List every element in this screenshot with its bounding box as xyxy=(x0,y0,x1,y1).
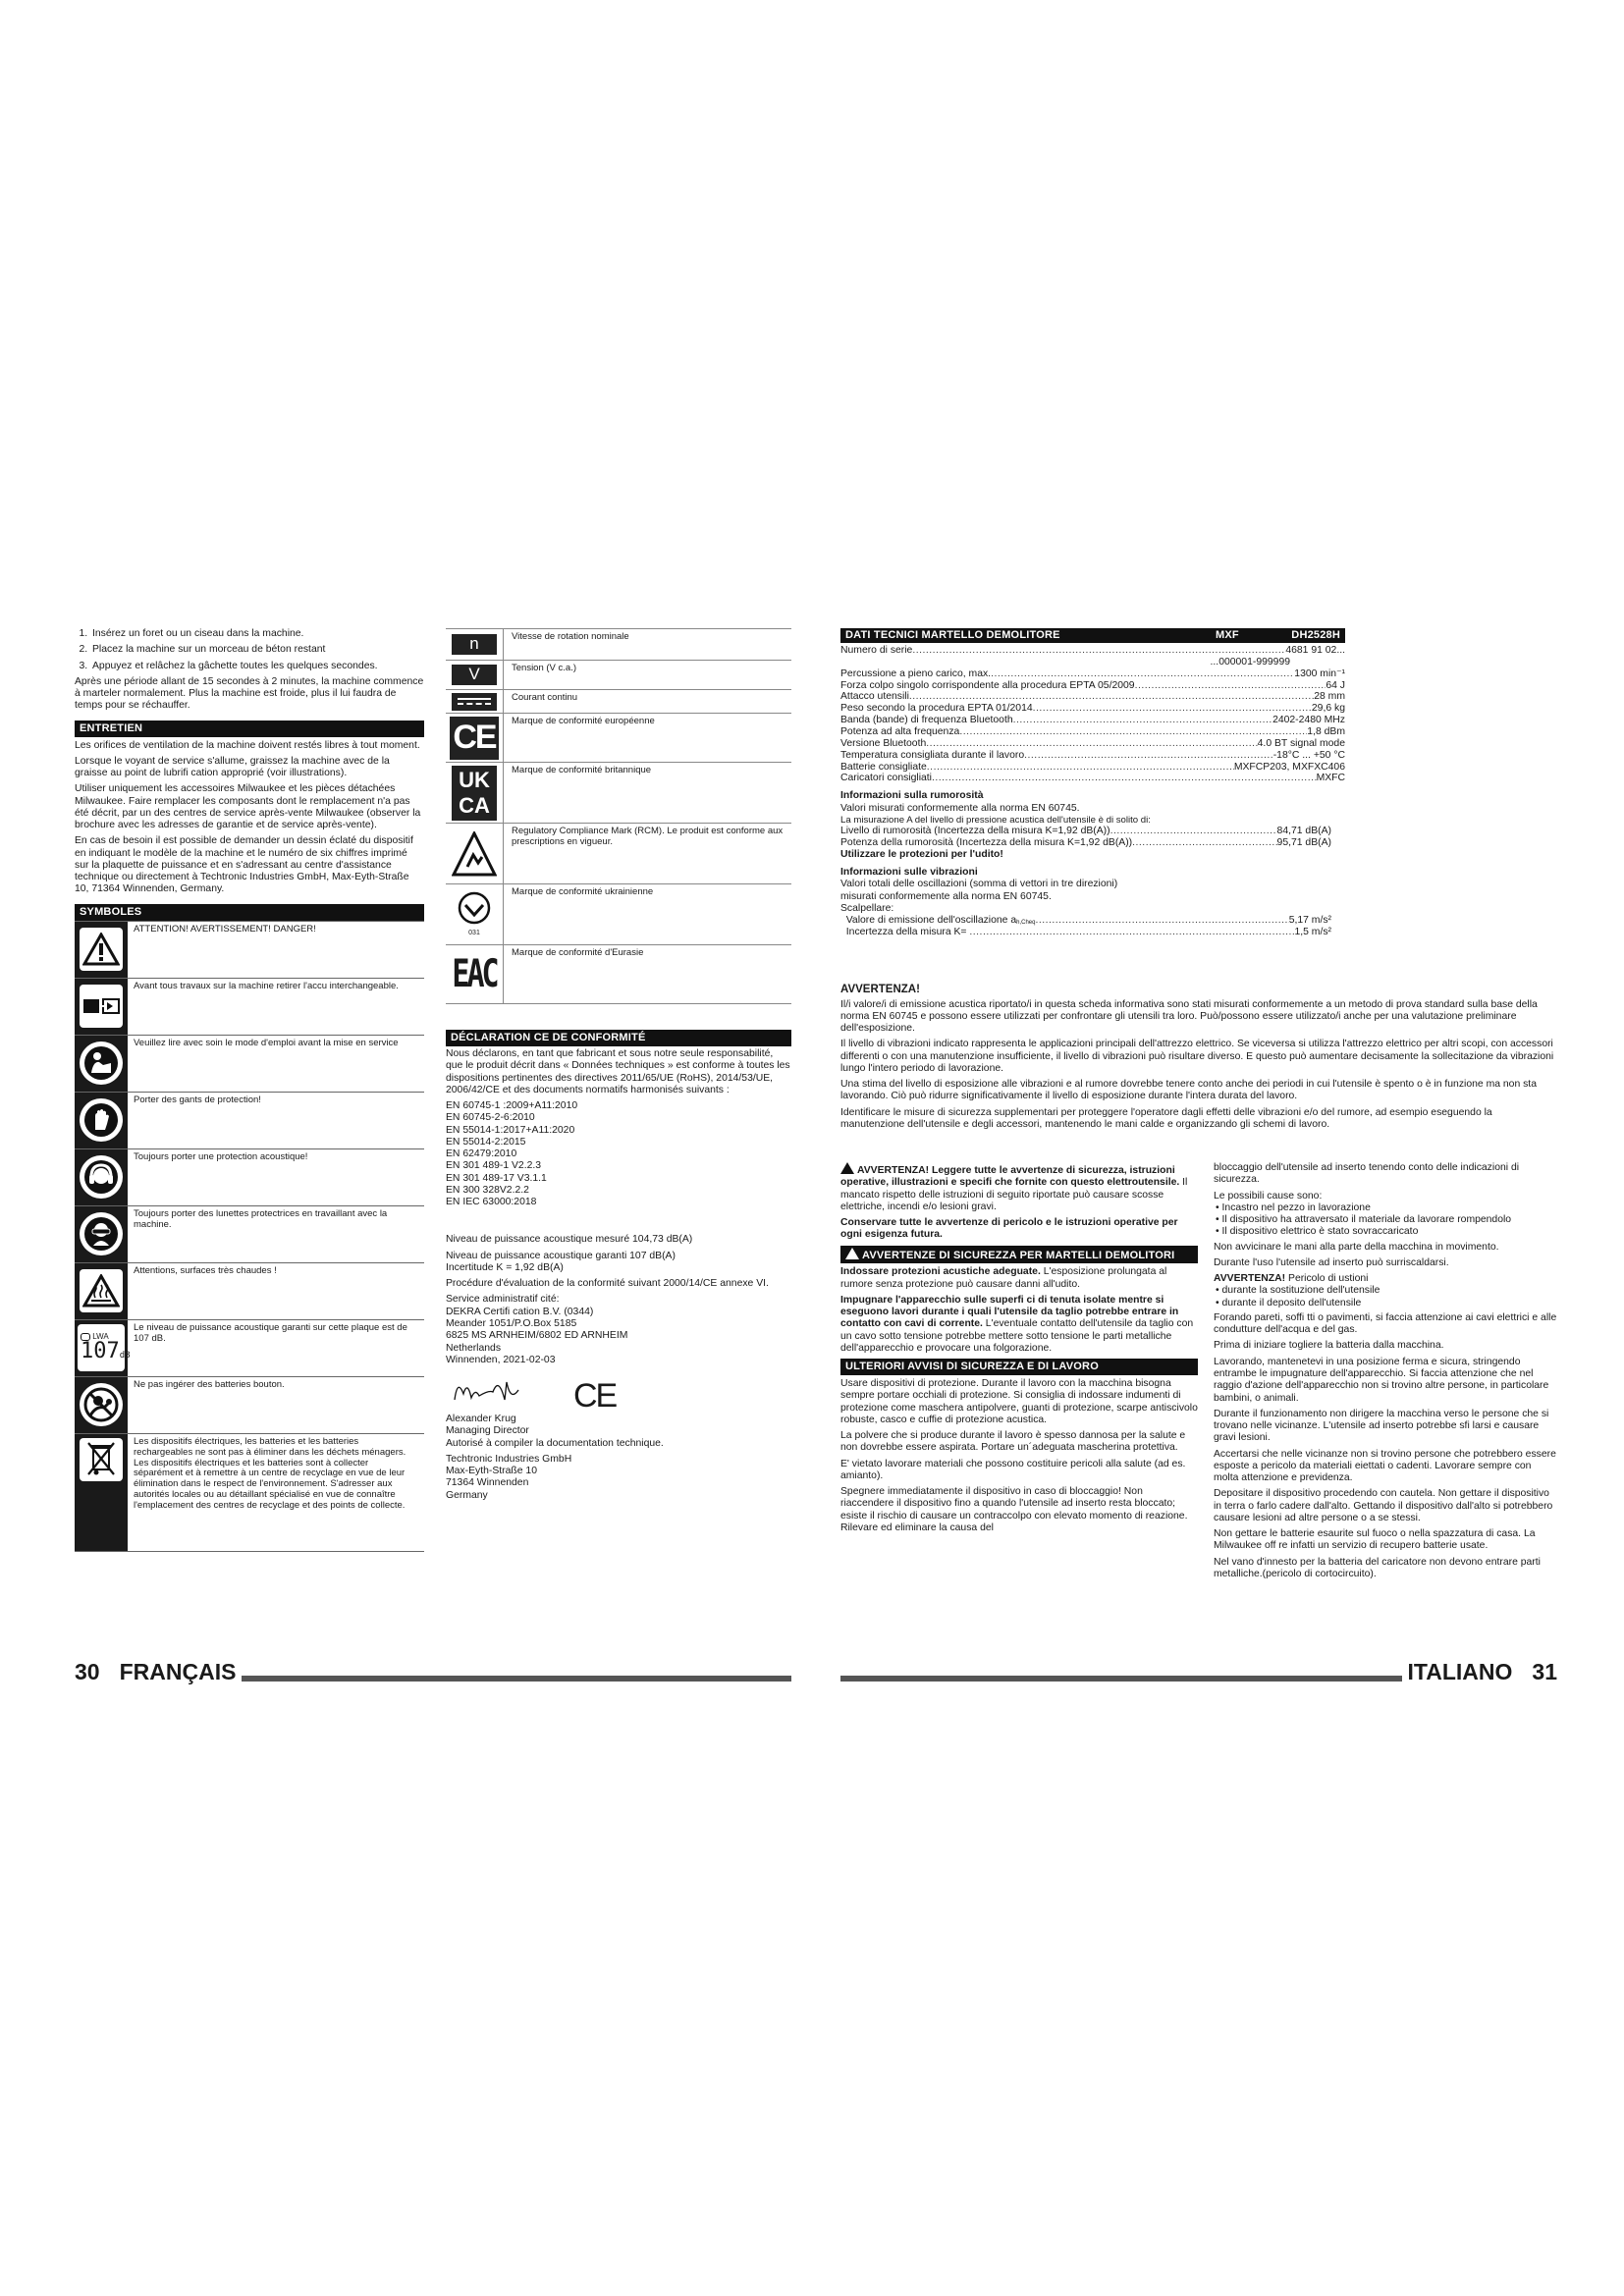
col4-para: Non avvicinare le mani alla parte della macchina in movimento. xyxy=(1214,1241,1499,1253)
language-label-left: FRANÇAIS xyxy=(119,1658,237,1684)
db-unit: dB xyxy=(119,1351,131,1362)
standard-item: EN 301 489-1 V2.2.3 xyxy=(446,1160,542,1172)
company-line: 71364 Winnenden xyxy=(446,1477,529,1489)
ulteriori-para: E' vietato lavorare materiali che possono costituire pericoli alla salute (ad es. amianto). xyxy=(840,1458,1186,1481)
spec-list xyxy=(840,645,1345,784)
left-column-1 xyxy=(75,628,424,1552)
crossed-bin-icon xyxy=(75,1434,128,1551)
symbol-row xyxy=(75,1320,424,1377)
spec-row: Attacco utensili ..... 28 mm xyxy=(840,691,1345,703)
symbols-table xyxy=(75,921,424,1552)
vibration-line: Scalpellare: xyxy=(840,902,894,914)
mark-row xyxy=(446,824,791,884)
footer-rule-right xyxy=(840,1676,1402,1682)
burn-list xyxy=(1216,1285,1557,1309)
spec-row: Potenza ad alta frequenza ..... 1,8 dBm xyxy=(840,726,1345,738)
no-battery-swallow-icon xyxy=(75,1377,128,1433)
col4-para: Lavorando, mantenetevi in una posizione ferma e sicura, stringendo entrambe le impugnature dell'apparecchio. Si faccia attenzione che nel raggio d'azione dell'apparecchio non si trovino altre persone, in particolare bambini, o animali. xyxy=(1214,1356,1549,1404)
page-right-italian xyxy=(840,628,1557,1698)
decl-line: 6825 MS ARNHEIM/6802 ED ARNHEIM xyxy=(446,1330,628,1342)
spec-row: Percussione a pieno carico, max. ..... 1300 min⁻¹ xyxy=(840,668,1345,680)
read-manual-icon xyxy=(75,1036,128,1092)
hot-surface-icon xyxy=(75,1263,128,1319)
decl-line: Netherlands xyxy=(446,1342,502,1354)
section-header-symboles: SYMBOLES xyxy=(75,904,424,921)
ukraine-code: 031 xyxy=(468,929,480,936)
symbol-text: Toujours porter une protection acoustique! xyxy=(134,1150,308,1162)
section-header-sicurezza: AVVERTENZE DI SICUREZZA PER MARTELLI DEMOLITORI xyxy=(840,1246,1198,1264)
tech-col-b: DH2528H xyxy=(1291,629,1340,641)
ce-logo: CE xyxy=(573,1377,617,1415)
burn-item: • durante la sostituzione dell'utensile xyxy=(1216,1285,1557,1297)
ukraine-mark-icon xyxy=(446,884,503,944)
symbol-text: Veuillez lire avec soin le mode d'emploi avant la mise en service xyxy=(134,1037,399,1048)
col4-para: Forando pareti, soffi tti o pavimenti, si faccia attenzione ai cavi elettrici e alle condutture dell'acqua e del gas. xyxy=(1214,1311,1557,1336)
section-header-entretien: ENTRETIEN xyxy=(75,721,424,737)
symbol-row xyxy=(75,979,424,1036)
spec-row: Numero di serie ..... 4681 91 02... xyxy=(840,645,1345,657)
ear-protection-icon xyxy=(75,1149,128,1205)
avvertenza-para: Identificare le misure di sicurezza supplementari per proteggere l'operatore dagli effetti delle vibrazioni e/o del rumore, ad esempio eseguendo la manutenzione dell'utensile e degli accessori, mantenendo le mani calde e organizzando gli schemi di lavoro. xyxy=(840,1106,1492,1130)
burn-item: • durante il deposito dell'utensile xyxy=(1216,1298,1557,1309)
noise-title: Informazioni sulla rumorosità xyxy=(840,790,984,802)
mark-row xyxy=(446,884,791,945)
ulteriori-para: La polvere che si produce durante il lavoro è spesso dannosa per la salute e non dovrebbe essere aspirata. Portare un´adeguata mascherina protettiva. xyxy=(840,1430,1186,1454)
noise-warning: Utilizzare le protezioni per l'udito! xyxy=(840,848,1003,860)
section-header-ulteriori: ULTERIORI AVVISI DI SICUREZZA E DI LAVORO xyxy=(840,1359,1198,1375)
mark-text: Marque de conformité d'Eurasie xyxy=(503,945,791,1003)
col4-para: Nel vano d'innesto per la batteria del caricatore non devono entrare parti metalliche.(pericolo di cortocircuito). xyxy=(1214,1556,1541,1579)
cause-item: • Incastro nel pezzo in lavorazione xyxy=(1216,1202,1557,1214)
standard-item: EN 301 489-17 V3.1.1 xyxy=(446,1172,547,1184)
company-line: Techtronic Industries GmbH xyxy=(446,1453,572,1465)
spec-row: Banda (bande) di frequenza Bluetooth ..... 2402-2480 MHz xyxy=(840,715,1345,726)
standard-item: EN IEC 63000:2018 xyxy=(446,1197,537,1208)
footer-right xyxy=(840,1659,1557,1684)
standard-item: EN 300 328V2.2.2 xyxy=(446,1184,529,1196)
rcm-mark-icon xyxy=(446,824,503,883)
eac-mark-icon: EAC xyxy=(452,951,497,996)
spec-row: Livello di rumorosità (Incertezza della misura K=1,92 dB(A)) ..... 84,71 dB(A) xyxy=(840,826,1331,837)
mark-text: Vitesse de rotation nominale xyxy=(503,629,791,660)
spec-row: Potenza della rumorosità (Incertezza della misura K=1,92 dB(A)) ..... 95,71 dB(A) xyxy=(840,837,1331,849)
decl-line: Winnenden, 2021-02-03 xyxy=(446,1354,556,1365)
signer-name: Alexander Krug xyxy=(446,1414,516,1425)
decl-line: Service administratif cité: xyxy=(446,1294,560,1306)
entretien-para: Les orifices de ventilation de la machine doivent restés libres à tout moment. xyxy=(75,739,420,751)
right-column-1 xyxy=(840,1162,1198,1538)
section-header-declaration: DÉCLARATION CE DE CONFORMITÉ xyxy=(446,1030,791,1046)
warning-triangle-icon xyxy=(840,1162,854,1174)
steps-list xyxy=(90,628,424,672)
speed-icon: n xyxy=(446,629,503,660)
step-item: 1. Insérez un foret ou un ciseau dans la machine. xyxy=(90,628,424,640)
noise-spec-list xyxy=(840,826,1331,849)
symbol-text: Le niveau de puissance acoustique garanti sur cette plaque est de 107 dB. xyxy=(134,1321,407,1344)
sicurezza-para: Indossare protezioni acustiche adeguate. L'esposizione prolungata al rumore senza protezione può causare danni all'udito. xyxy=(840,1266,1167,1290)
mark-row xyxy=(446,629,791,661)
step-item: 3. Appuyez et relâchez la gâchette toutes les quelques secondes. xyxy=(90,661,424,672)
standard-item: EN 55014-1:2017+A11:2020 xyxy=(446,1124,575,1136)
symbol-text: Les dispositifs électriques, les batteries et les batteries rechargeables ne sont pas à éliminer dans les déchets ménagers. Les dispositifs électriques et les batteries sont à collecter séparément et à remettre à un centre de recyclage en vue de leur élimination dans le respect de l'environnement. S'adresser aux autorités locales ou au détaillant spécialisé en vue de connaître l'emplacement des centres de recyclage et des points de collecte. xyxy=(134,1435,406,1512)
signature-block xyxy=(446,1370,791,1414)
noise-line: La misurazione A del livello di pressione acustica dell'utensile è di solito di: xyxy=(840,814,1151,826)
spec-row: Caricatori consigliati ..... MXFC xyxy=(840,773,1345,784)
spec-row: Forza colpo singolo corrispondente alla procedura EPTA 05/2009 ..... 64 J xyxy=(840,680,1345,692)
company-line: Max-Eyth-Straße 10 xyxy=(446,1466,537,1477)
mark-text: Marque de conformité européenne xyxy=(503,714,791,762)
mark-row xyxy=(446,945,791,1004)
col4-para: bloccaggio dell'utensile ad inserto tenendo conto delle indicazioni di sicurezza. xyxy=(1214,1162,1520,1186)
battery-remove-icon xyxy=(75,979,128,1035)
language-label-right: ITALIANO xyxy=(1407,1658,1513,1684)
sound-power-icon xyxy=(75,1320,131,1376)
mark-row xyxy=(446,690,791,714)
mark-row xyxy=(446,714,791,763)
gloves-icon xyxy=(75,1093,128,1148)
ulteriori-para: Usare dispositivi di protezione. Durante il lavoro con la macchina bisogna sempre portare occhiali di protezione. Si consiglia di indossare indumenti di protezione come maschera antipolvere, guanti di protezione, scarpe antiscivolo robuste, casco e cuffie di protezione acustica. xyxy=(840,1378,1198,1425)
footer-rule-left xyxy=(242,1676,791,1682)
ukca-mark-icon: UKCA xyxy=(446,763,503,823)
marks-table xyxy=(446,628,791,1004)
col4-para: Prima di iniziare togliere la batteria dalla macchina. xyxy=(1214,1340,1444,1352)
symbol-row xyxy=(75,1263,424,1320)
footer-left xyxy=(75,1659,791,1684)
standard-item: EN 60745-2-6:2010 xyxy=(446,1112,535,1124)
mark-row xyxy=(446,661,791,690)
step-item: 2. Placez la machine sur un morceau de béton restant xyxy=(90,644,424,656)
ulteriori-para: Spegnere immediatamente il dispositivo in caso di bloccaggio! Non riaccendere il dispositivo fino a quando l'utensile ad inserto resta bloccato; esiste il rischio di causare un contraccolpo con elevato momento di reazione. Rilevare ed eliminare la causa del xyxy=(840,1486,1188,1533)
decl-line: Meander 1051/P.O.Box 5185 xyxy=(446,1318,577,1330)
right-column-2 xyxy=(1214,1162,1557,1584)
declaration-intro: Nous déclarons, en tant que fabricant et sous notre seule responsabilité, que le produit décrit dans « Données techniques » est conforme à toutes les dispositions pertinentes des directives 2011/65/UE (RoHS), 2014/53/UE, 2006/42/CE et des documents normatifs harmonisés suivants : xyxy=(446,1047,790,1095)
signature-image xyxy=(450,1370,558,1410)
avvertenza-para: Il livello di vibrazioni indicato rappresenta le applicazioni principali dell'attrezzo elettrico. Se viceversa si utilizza l'attrezzo elettrico per altri scopi, con accessori differenti o con una manutenzione insufficiente, il livello di vibrazioni può risultare diverso. E questo può aumentare decisamente la sollecitazione da vibrazioni lungo l'intero periodo di lavorazione. xyxy=(840,1039,1554,1074)
lwa-label: LWA xyxy=(92,1332,109,1342)
page-number-left: 30 xyxy=(75,1658,100,1684)
symbol-row xyxy=(75,1036,424,1093)
decl-line: Niveau de puissance acoustique mesuré 104,73 dB(A) xyxy=(446,1234,693,1246)
symbol-text: Porter des gants de protection! xyxy=(134,1094,261,1105)
decl-line: Procédure d'évaluation de la conformité suivant 2000/14/CE annexe VI. xyxy=(446,1278,769,1290)
avvertenza-conservare: Conservare tutte le avvertenze di pericolo e le istruzioni operative per ogni esigenza futura. xyxy=(840,1217,1178,1241)
voltage-icon: V xyxy=(446,661,503,689)
declaration-details xyxy=(446,1234,791,1366)
symbol-text: Toujours porter des lunettes protectrices en travaillant avec la machine. xyxy=(134,1207,388,1230)
section-header-dati-tecnici xyxy=(840,628,1345,643)
mark-text: Regulatory Compliance Mark (RCM). Le produit est conforme aux prescriptions en vigueur. xyxy=(503,824,791,883)
vibration-title: Informazioni sulle vibrazioni xyxy=(840,867,978,879)
col4-para: Non gettare le batterie esaurite sul fuoco o nella spazzatura di casa. La Milwaukee off re infatti un servizio di recupero batterie usate. xyxy=(1214,1528,1536,1552)
symbol-row xyxy=(75,1093,424,1149)
ce-mark-icon: CE xyxy=(446,714,503,762)
spec-row: ...000001-999999 xyxy=(1210,656,1290,667)
col4-para: Accertarsi che nelle vicinanze non si trovino persone che potrebbero essere esposte a pericolo da materiali eiettati o cadenti. Lavorare sempre con molta attenzione e previdenza. xyxy=(1214,1448,1556,1484)
symbol-row xyxy=(75,922,424,979)
burn-warning: AVVERTENZA! Pericolo di ustioni xyxy=(1214,1273,1369,1285)
symbol-text: ATTENTION! AVERTISSEMENT! DANGER! xyxy=(134,923,316,934)
causes-list xyxy=(1216,1202,1557,1239)
avvertenza-leggere: AVVERTENZA! Leggere tutte le avvertenze di sicurezza, istruzioni operative, illustrazioni e specifi che fornite con questo elettroutensile. Il mancato rispetto delle istruzioni di seguito riportate può causare scosse elettriche, incendi e/o lesioni gravi. xyxy=(840,1162,1198,1213)
db-value: 107 xyxy=(81,1339,120,1364)
signer-authorization: Autorisé à compiler la documentation technique. xyxy=(446,1437,664,1449)
col4-para: Durante l'uso l'utensile ad inserto può surriscaldarsi. xyxy=(1214,1256,1449,1268)
cause-item: • Il dispositivo ha attraversato il materiale da lavorare rompendolo xyxy=(1216,1214,1557,1226)
spec-row: Versione Bluetooth ..... 4.0 BT signal mode xyxy=(840,738,1345,750)
mark-text: Tension (V c.a.) xyxy=(503,661,791,689)
signer-role: Managing Director xyxy=(446,1425,529,1437)
mark-row xyxy=(446,763,791,824)
warning-triangle-icon xyxy=(845,1248,859,1259)
decl-line: DEKRA Certifi cation B.V. (0344) xyxy=(446,1306,594,1317)
tech-col-a: MXF xyxy=(1215,629,1239,641)
standards-list xyxy=(446,1100,791,1208)
avvertenza-para: Una stima del livello di esposizione alle vibrazioni e al rumore dovrebbe tenere conto anche dei periodi in cui l'utensile è spento o è in funzione ma non sta lavorando. Ciò può ridurre significativamente il livello di esposizione durante l'intera durata del lavoro. xyxy=(840,1079,1537,1102)
symbol-row xyxy=(75,1377,424,1434)
standard-item: EN 60745-1 :2009+A11:2010 xyxy=(446,1100,578,1112)
decl-line: Incertitude K = 1,92 dB(A) xyxy=(446,1261,564,1273)
avvertenza-title: AVVERTENZA! xyxy=(840,984,920,995)
mark-text: Marque de conformité ukrainienne xyxy=(503,884,791,944)
causes-intro: Le possibili cause sono: xyxy=(1214,1190,1323,1201)
standard-item: EN 55014-2:2015 xyxy=(446,1136,526,1148)
symbol-row xyxy=(75,1206,424,1263)
entretien-para: Lorsque le voyant de service s'allume, graissez la machine avec de la graisse au point de lubrifi cation approprié (voir illustrations). xyxy=(75,755,390,779)
page-number-right: 31 xyxy=(1532,1658,1557,1684)
spec-row: Incertezza della misura K= ..... 1,5 m/s² xyxy=(840,927,1331,938)
tech-data-block xyxy=(840,628,1345,938)
symbol-text: Ne pas ingérer des batteries bouton. xyxy=(134,1378,285,1390)
warmup-text: Après une période allant de 15 secondes à 2 minutes, la machine commence à marteler normalement. Plus la machine est froide, plus il lui faudra de temps pour se réchauffer. xyxy=(75,675,424,712)
noise-line: Valori misurati conformemente alla norma EN 60745. xyxy=(840,802,1080,814)
symbol-row xyxy=(75,1149,424,1206)
company-line: Germany xyxy=(446,1489,488,1501)
decl-line: Niveau de puissance acoustique garanti 107 dB(A) xyxy=(446,1250,676,1261)
symbol-text: Attentions, surfaces très chaudes ! xyxy=(134,1264,277,1276)
direct-current-icon xyxy=(446,690,503,713)
warning-triangle-icon xyxy=(75,922,128,978)
symbol-row xyxy=(75,1434,424,1552)
sicurezza-para: Impugnare l'apparecchio sulle superfi ci di tenuta isolate mentre si eseguono lavori durante i quali l'utensile da taglio potrebbe entrare in contatto con cavi di corrente. L'eventuale contatto dell'utensile da taglio con un cavo sotto tensione potrebbe mettere sotto tensione le parti metalliche dell'apparecchio e provocare una folgorazione. xyxy=(840,1294,1194,1354)
entretien-para: En cas de besoin il est possible de demander un dessin éclaté du dispositif en indiquant le modèle de la machine et le numéro de six chiffres imprimé sur la plaquette de puissance et en s'adressant au centre d'assistance technique ou directement à Techtronic Industries GmbH, Max-Eyth-Straße 10, 71364 Winnenden, Germany. xyxy=(75,835,413,895)
vibration-subscript: h,Cheq xyxy=(1016,920,1036,927)
spec-row: Temperatura consigliata durante il lavoro ..... -18°C ... +50 °C xyxy=(840,750,1345,762)
col4-para: Depositare il dispositivo procedendo con cautela. Non gettare il dispositivo in terra o farlo cadere dall'alto. Gettando il dispositivo dall'alto si potrebbero causare lesioni ad altre persone o a se stessi. xyxy=(1214,1488,1553,1523)
safety-glasses-icon xyxy=(75,1206,128,1262)
spec-row: Batterie consigliate ..... MXFCP203, MXFXC406 xyxy=(840,762,1345,774)
avvertenza-block xyxy=(840,984,1557,1135)
tech-title: DATI TECNICI MARTELLO DEMOLITORE xyxy=(845,629,1060,641)
page-left-french xyxy=(75,628,791,1698)
spec-row: Peso secondo la procedura EPTA 01/2014 ..... 29,6 kg xyxy=(840,703,1345,715)
standard-item: EN 62479:2010 xyxy=(446,1148,517,1160)
spec-row: Valore di emissione dell'oscillazione a h,Cheq ..... 5,17 m/s² xyxy=(840,915,1331,927)
vibration-line: Valori totali delle oscillazioni (somma di vettori in tre direzioni) misurati conformemente alla norma EN 60745. xyxy=(840,879,1118,902)
entretien-para: Utiliser uniquement les accessoires Milwaukee et les pièces détachées Milwaukee. Faire remplacer les composants dont le remplacement n'a pas été décrit, par un des centres de service après-vente Milwaukee (observer la brochure avec les adresses de garantie et de service après-vente). xyxy=(75,783,421,831)
col4-para: Durante il funzionamento non dirigere la macchina verso le persone che si trovano nelle vicinanze. L'utensile ad inserto potrebbe sfi larsi e causare gravi lesioni. xyxy=(1214,1408,1549,1444)
mark-text: Marque de conformité britannique xyxy=(503,763,791,823)
mark-text: Courant continu xyxy=(503,690,791,713)
cause-item: • Il dispositivo elettrico è stato sovraccaricato xyxy=(1216,1226,1557,1238)
avvertenza-para: Il/i valore/i di emissione acustica riportato/i in questa scheda informativa sono stati misurati conformemente a un metodo di prova standard sulla base della norma EN 60745 e possono essere utilizzati per confrontare gli utensili tra loro. Può/possono essere utilizzato/i anche per una valutazione preliminare dell'esposizione. xyxy=(840,998,1538,1035)
vibration-spec-list xyxy=(840,915,1331,938)
left-column-2 xyxy=(446,628,791,1502)
symbol-text: Avant tous travaux sur la machine retirer l'accu interchangeable. xyxy=(134,980,399,991)
